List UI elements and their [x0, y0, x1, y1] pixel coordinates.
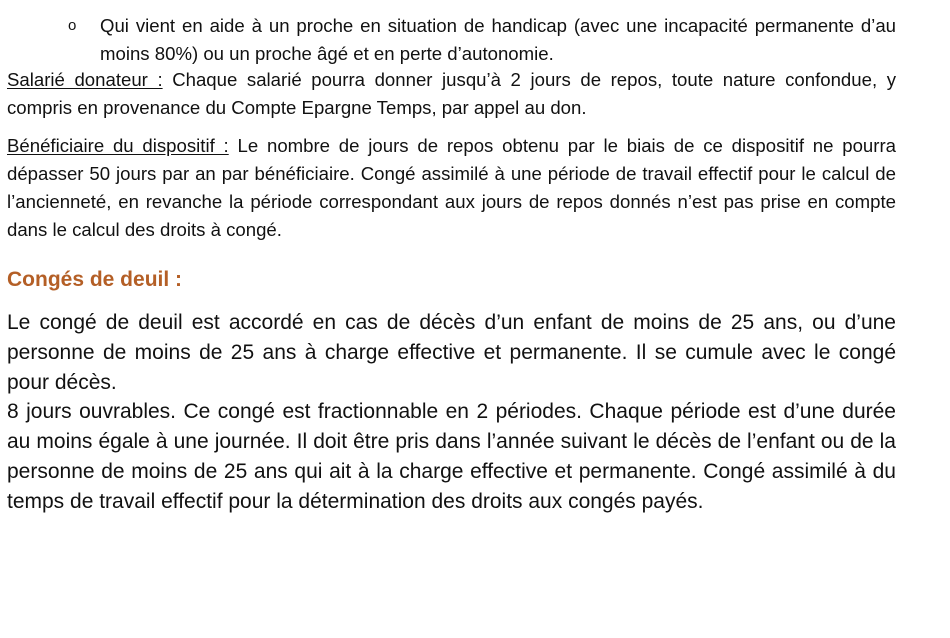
beneficiaire-paragraph [7, 132, 896, 244]
beneficiaire-label: Bénéficiaire du dispositif : [7, 135, 229, 156]
conges-deuil-paragraph-1: Le congé de deuil est accordé en cas de décès d’un enfant de moins de 25 ans, ou d’une personne de moins de 25 ans à charge effective et permanente. Il se cumule avec le congé pour décès. [7, 311, 896, 394]
salarie-donateur-text: Chaque salarié pourra donner jusqu’à 2 jours de repos, toute nature confondue, y compris en provenance du Compte Epargne Temps, par appel au don. [7, 69, 896, 118]
bullet-list-item [68, 12, 896, 68]
conges-deuil-paragraph-2: 8 jours ouvrables. Ce congé est fractionnable en 2 périodes. Chaque période est d’une durée au moins égale à une journée. Il doit être pris dans l’année suivant le décès de l’enfant ou de la personne de moins de 25 ans qui ait à la charge effective et permanente. Congé assimilé à du temps de travail effectif pour la détermination des droits aux congés payés. [7, 400, 896, 513]
salarie-donateur-label: Salarié donateur : [7, 69, 163, 90]
beneficiaire-text: Le nombre de jours de repos obtenu par le biais de ce dispositif ne pourra dépasser 50 jours par an par bénéficiaire. Congé assimilé à une période de travail effectif pour le calcul de l’ancienneté, en revanche la période correspondant aux jours de repos donnés n’est pas prise en compte dans le calcul des droits à congé. [7, 135, 896, 240]
bullet-text: Qui vient en aide à un proche en situation de handicap (avec une incapacité permanente d’au moins 80%) ou un proche âgé et en perte d’autonomie. [100, 15, 896, 64]
bullet-marker: o [68, 17, 77, 34]
conges-deuil-heading: Congés de deuil : [7, 268, 183, 291]
salarie-donateur-paragraph [7, 66, 896, 122]
